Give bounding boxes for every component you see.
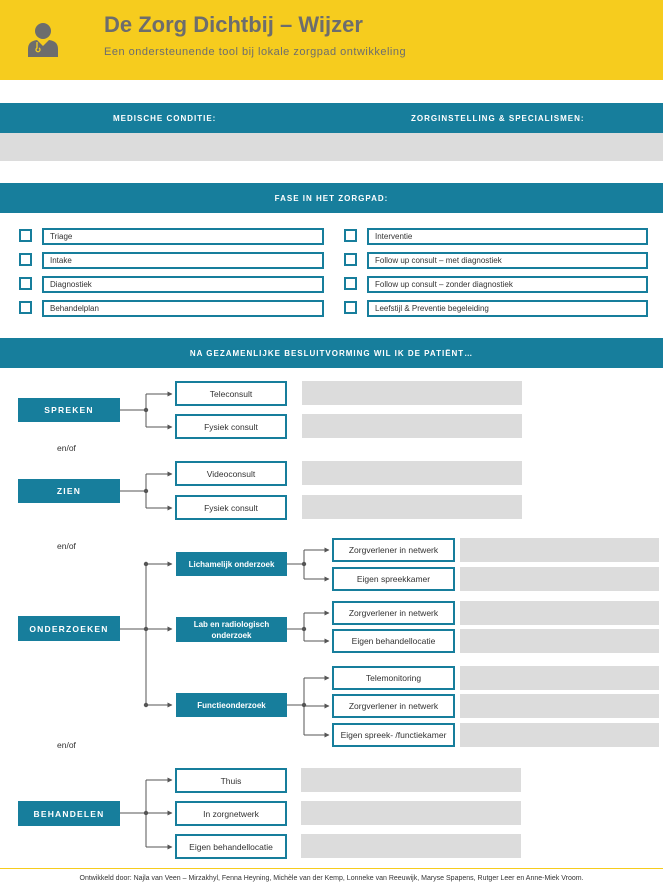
input-lichamelijk-zorgverlener[interactable] (460, 538, 659, 562)
category-zien: ZIEN (18, 479, 120, 503)
fase-item-follow-up-met: Follow up consult – met diagnostiek (367, 252, 648, 269)
fase-item-follow-up-zonder: Follow up consult – zonder diagnostiek (367, 276, 648, 293)
category-spreken: SPREKEN (18, 398, 120, 422)
option-thuis[interactable]: Thuis (175, 768, 287, 793)
fase-item-triage: Triage (42, 228, 324, 245)
input-eigen-behandellocatie[interactable] (301, 834, 521, 858)
input-functie-zorgverlener[interactable] (460, 694, 659, 718)
input-fysiek-consult-zien[interactable] (302, 495, 522, 519)
option-lab-behandellocatie[interactable]: Eigen behandellocatie (332, 629, 455, 653)
option-videoconsult[interactable]: Videoconsult (175, 461, 287, 486)
footer-credits: Ontwikkeld door: Najla van Veen – Mirzakhyl, Fenna Heyning, Michèle van der Kemp, Lonneke van Reeuwijk, Maryse Spapens, Rutger Leer en Anne-Miek Vroom. (79, 875, 584, 882)
sub-functieonderzoek: Functieonderzoek (176, 693, 287, 717)
input-lab-behandellocatie[interactable] (460, 629, 659, 653)
option-functiekamer[interactable]: Eigen spreek- /functiekamer (332, 723, 455, 747)
input-videoconsult[interactable] (302, 461, 522, 485)
besluitvorming-title: NA GEZAMENLIJKE BESLUITVORMING WIL IK DE PATIËNT… (189, 348, 474, 358)
zorginstelling-label: ZORGINSTELLING & SPECIALISMEN: (411, 113, 585, 123)
input-functiekamer[interactable] (460, 723, 659, 747)
sub-lab-radiologisch: Lab en radiologisch onderzoek (176, 617, 287, 642)
input-fysiek-consult-spreken[interactable] (302, 414, 522, 438)
input-lab-zorgverlener[interactable] (460, 601, 659, 625)
connector-en-of: en/of (57, 443, 76, 453)
input-in-zorgnetwerk[interactable] (301, 801, 521, 825)
input-teleconsult[interactable] (302, 381, 522, 405)
footer-divider (0, 868, 663, 869)
fase-item-interventie: Interventie (367, 228, 648, 245)
option-fysiek-consult-zien[interactable]: Fysiek consult (175, 495, 287, 520)
option-telemonitoring[interactable]: Telemonitoring (332, 666, 455, 690)
option-lichamelijk-zorgverlener[interactable]: Zorgverlener in netwerk (332, 538, 455, 562)
medische-conditie-label: MEDISCHE CONDITIE: (113, 113, 217, 123)
option-functie-zorgverlener[interactable]: Zorgverlener in netwerk (332, 694, 455, 718)
fase-item-intake: Intake (42, 252, 324, 269)
fase-item-behandelplan: Behandelplan (42, 300, 324, 317)
connector-en-of: en/of (57, 541, 76, 551)
option-teleconsult[interactable]: Teleconsult (175, 381, 287, 406)
input-telemonitoring[interactable] (460, 666, 659, 690)
category-behandelen: BEHANDELEN (18, 801, 120, 826)
page-subtitle: Een ondersteunende tool bij lokale zorgpad ontwikkeling (104, 46, 407, 58)
option-fysiek-consult-spreken[interactable]: Fysiek consult (175, 414, 287, 439)
fase-item-leefstijl: Leefstijl & Preventie begeleiding (367, 300, 648, 317)
option-lichamelijk-spreekkamer[interactable]: Eigen spreekkamer (332, 567, 455, 591)
fase-title: FASE IN HET ZORGPAD: (274, 193, 389, 203)
sub-lichamelijk-onderzoek: Lichamelijk onderzoek (176, 552, 287, 576)
option-lab-zorgverlener[interactable]: Zorgverlener in netwerk (332, 601, 455, 625)
fase-item-diagnostiek: Diagnostiek (42, 276, 324, 293)
option-in-zorgnetwerk[interactable]: In zorgnetwerk (175, 801, 287, 826)
option-eigen-behandellocatie[interactable]: Eigen behandellocatie (175, 834, 287, 859)
input-thuis[interactable] (301, 768, 521, 792)
page-title: De Zorg Dichtbij – Wijzer (104, 12, 363, 37)
input-lichamelijk-spreekkamer[interactable] (460, 567, 659, 591)
category-onderzoeken: ONDERZOEKEN (18, 616, 120, 641)
connector-en-of: en/of (57, 740, 76, 750)
